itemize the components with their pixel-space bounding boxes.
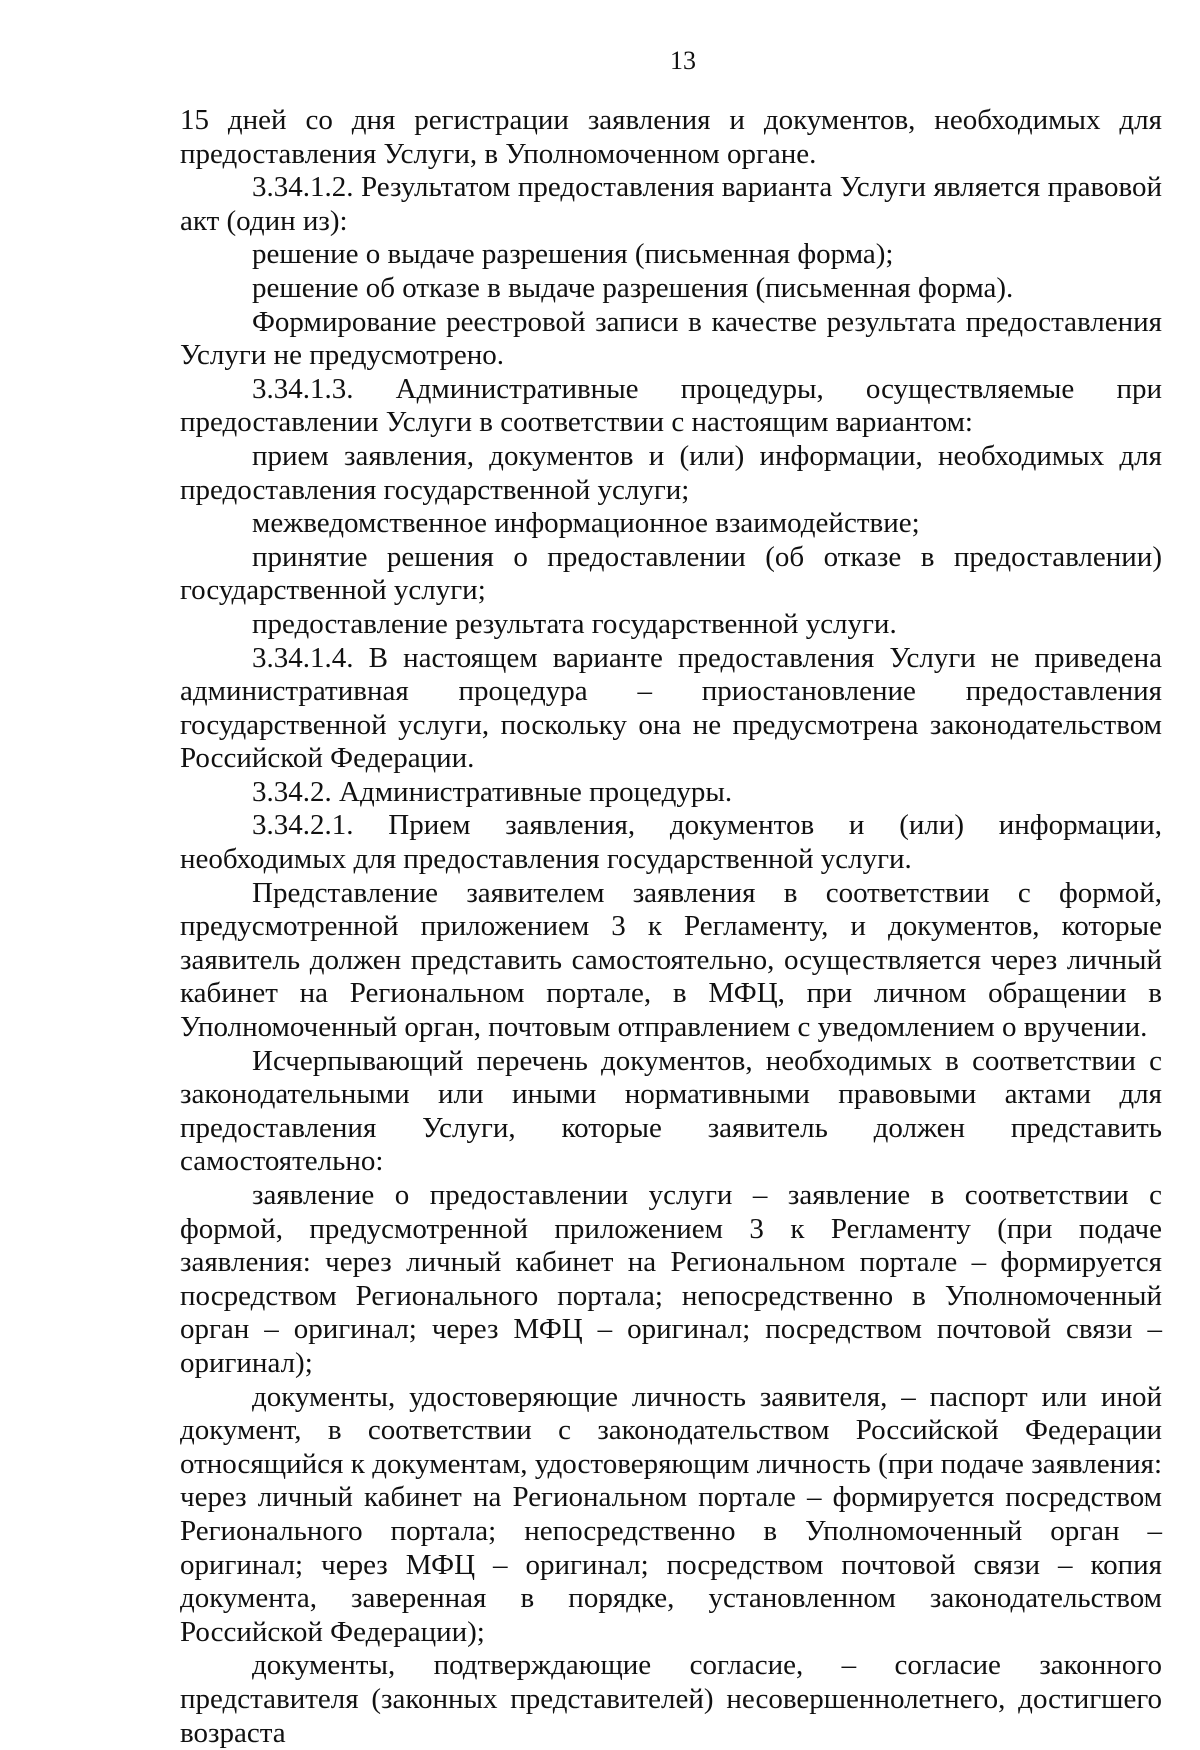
list-item-result: предоставление результата государственной услуги. <box>252 607 897 640</box>
paragraph-submission: Представление заявителем заявления в соответствии с формой, предусмотренной приложением 3 к Регламенту, и документов, которые заявитель должен представить самостоятельно, осуществляется через личный кабинет на Региональном портале, в МФЦ, при личном обращении в Уполномоченный орган, почтовым отправлением с уведомлением о вручении. <box>180 876 1162 1044</box>
document-body <box>180 104 1162 1750</box>
list-item-identity-documents: документы, удостоверяющие личность заявителя, – паспорт или иной документ, в соответствии с законодательством Российской Федерации относящийся к документам, удостоверяющим личность (при подаче заявления: через личный кабинет на Региональном портале – формируется посредством Регионального портала; непосредственно в Уполномоченный орган – оригинал; через МФЦ – оригинал; посредством почтовой связи – копия документа, заверенная в порядке, установленном законодательством Российской Федерации); <box>180 1380 1162 1648</box>
list-item-refusal-decision: решение об отказе в выдаче разрешения (письменная форма). <box>252 271 1014 304</box>
list-item-permit-decision: решение о выдаче разрешения (письменная форма); <box>252 238 894 271</box>
list-item-interagency: межведомственное информационное взаимодействие; <box>252 507 920 540</box>
list-item-application: заявление о предоставлении услуги – заявление в соответствии с формой, предусмотренной приложением 3 к Регламенту (при подаче заявления: через личный кабинет на Региональном портале – формируется посредством Регионального портала; непосредственно в Уполномоченный орган – оригинал; через МФЦ – оригинал; посредством почтовой связи – оригинал); <box>180 1179 1162 1379</box>
paragraph-3-34-1-4: 3.34.1.4. В настоящем варианте предоставления Услуги не приведена административная процедура – приостановление предоставления государственной услуги, поскольку она не предусмотрена законодательством Российской Федерации. <box>180 641 1162 775</box>
paragraph-continuation: 15 дней со дня регистрации заявления и документов, необходимых для предоставления Услуги, в Уполномоченном органе. <box>180 104 1162 170</box>
paragraph-document-list: Исчерпывающий перечень документов, необходимых в соответствии с законодательными или иными нормативными правовыми актами для предоставления Услуги, которые заявитель должен представить самостоятельно: <box>180 1044 1162 1178</box>
paragraph-3-34-2-1: 3.34.2.1. Прием заявления, документов и (или) информации, необходимых для предоставления государственной услуги. <box>180 809 1162 876</box>
list-item-application-intake: прием заявления, документов и (или) информации, необходимых для предоставления государственной услуги; <box>180 439 1162 506</box>
page-number: 13 <box>670 46 696 75</box>
list-item-consent-documents: документы, подтверждающие согласие, – согласие законного представителя (законных представителей) несовершеннолетнего, достигшего возраста <box>180 1649 1162 1749</box>
paragraph-3-34-2: 3.34.2. Административные процедуры. <box>252 775 733 808</box>
paragraph-3-34-1-2: 3.34.1.2. Результатом предоставления варианта Услуги является правовой акт (один из): <box>180 171 1162 237</box>
paragraph-registry-record: Формирование реестровой записи в качестве результата предоставления Услуги не предусмотрено. <box>180 305 1162 372</box>
paragraph-3-34-1-3: 3.34.1.3. Административные процедуры, осуществляемые при предоставлении Услуги в соответствии с настоящим вариантом: <box>180 372 1162 439</box>
list-item-decision: принятие решения о предоставлении (об отказе в предоставлении) государственной услуги; <box>180 540 1162 607</box>
